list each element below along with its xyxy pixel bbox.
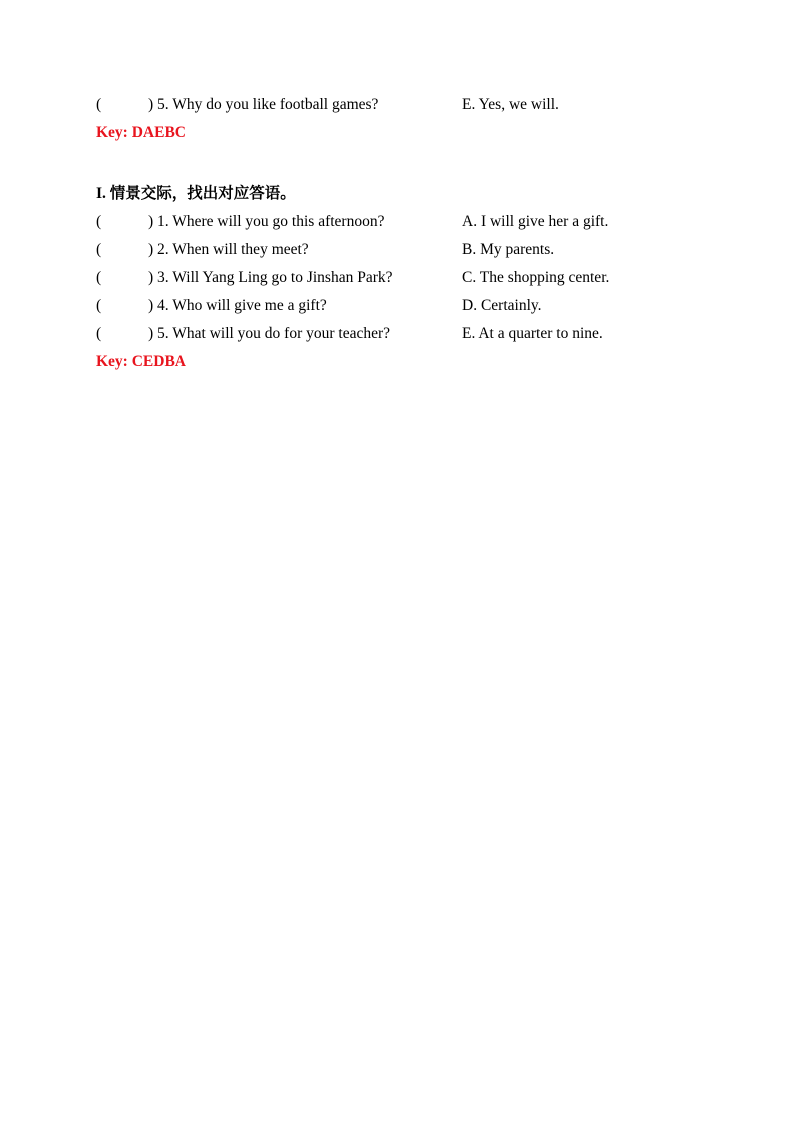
answer-blank: ( xyxy=(96,213,102,230)
answer-option: E. At a quarter to nine. xyxy=(462,325,603,342)
question-row xyxy=(96,211,736,233)
section-title: I. 情景交际，找出对应答语。 xyxy=(96,185,296,202)
answer-blank: ( xyxy=(96,241,102,258)
question-row xyxy=(96,267,736,289)
question-row xyxy=(96,94,736,116)
answer-option: E. Yes, we will. xyxy=(462,96,559,113)
question-text: ) 1. Where will you go this afternoon? xyxy=(148,213,385,230)
answer-blank: ( xyxy=(96,297,102,314)
question-text: ) 5. Why do you like football games? xyxy=(148,96,379,113)
question-row xyxy=(96,295,736,317)
answer-key: Key: CEDBA xyxy=(96,353,186,370)
question-text: ) 5. What will you do for your teacher? xyxy=(148,325,391,342)
question-text: ) 4. Who will give me a gift? xyxy=(148,297,327,314)
answer-blank: ( xyxy=(96,96,102,113)
question-text: ) 3. Will Yang Ling go to Jinshan Park? xyxy=(148,269,393,286)
question-text: ) 2. When will they meet? xyxy=(148,241,309,258)
answer-blank: ( xyxy=(96,325,102,342)
answer-option: A. I will give her a gift. xyxy=(462,213,609,230)
answer-blank: ( xyxy=(96,269,102,286)
question-row xyxy=(96,239,736,261)
answer-option: C. The shopping center. xyxy=(462,269,610,286)
answer-option: B. My parents. xyxy=(462,241,555,258)
question-row xyxy=(96,323,736,345)
answer-key: Key: DAEBC xyxy=(96,124,186,141)
answer-option: D. Certainly. xyxy=(462,297,542,314)
